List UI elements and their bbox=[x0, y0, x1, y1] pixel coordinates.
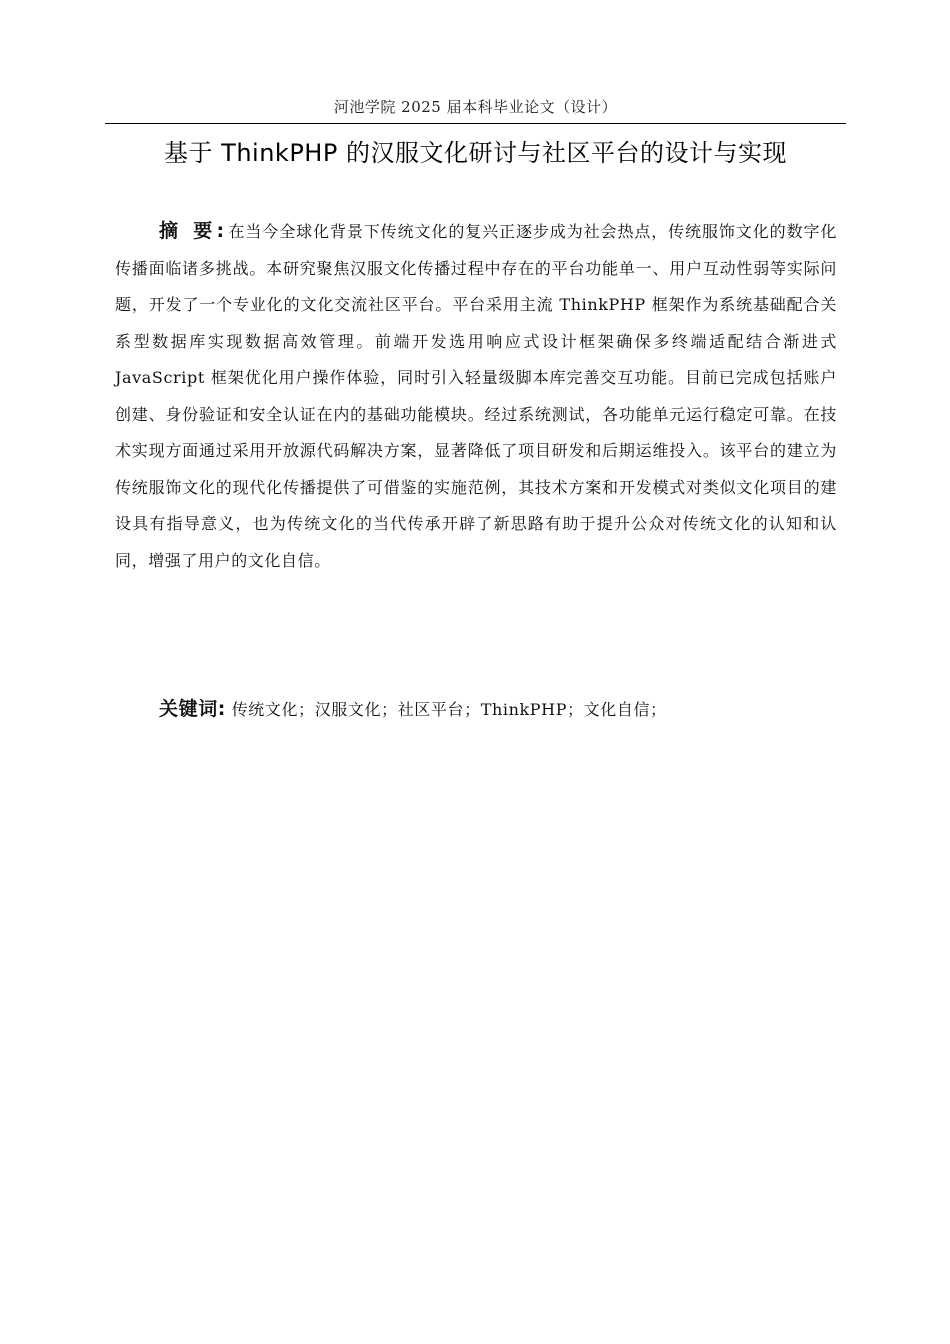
abstract-text: 在当今全球化背景下传统文化的复兴正逐步成为社会热点，传统服饰文化的数字化传播面临诸多挑战。本研究聚焦汉服文化传播过程中存在的平台功能单一、用户互动性弱等实际问题，开发了一个专业化的文化交流社区平台。平台采用主流 ThinkPHP 框架作为系统基础配合关系型数据库实现数据高效管理。前端开发选用响应式设计框架确保多终端适配结合渐进式 JavaScript 框架优化用户操作体验，同时引入轻量级脚本库完善交互功能。目前已完成包括账户创建、身份验证和安全认证在内的基础功能模块。经过系统测试，各功能单元运行稳定可靠。在技术实现方面通过采用开放源代码解决方案，显著降低了项目研发和后期运维投入。该平台的建立为传统服饰文化的现代化传播提供了可借鉴的实施范例，其技术方案和开发模式对类似文化项目的建设具有指导意义，也为传统文化的当代传承开辟了新思路有助于提升公众对传统文化的认知和认同，增强了用户的文化自信。 bbox=[115, 222, 837, 570]
header-divider bbox=[105, 123, 846, 124]
keywords-label: 关键词: bbox=[159, 698, 226, 720]
abstract-paragraph bbox=[115, 213, 837, 579]
keywords-text: 传统文化；汉服文化；社区平台；ThinkPHP；文化自信； bbox=[231, 700, 667, 719]
abstract-label: 摘 要: bbox=[159, 220, 229, 242]
keywords-line bbox=[159, 693, 839, 726]
paper-title: 基于 ThinkPHP 的汉服文化研讨与社区平台的设计与实现 bbox=[164, 139, 787, 167]
running-header: 河池学院 2025 届本科毕业论文（设计） bbox=[333, 98, 618, 116]
